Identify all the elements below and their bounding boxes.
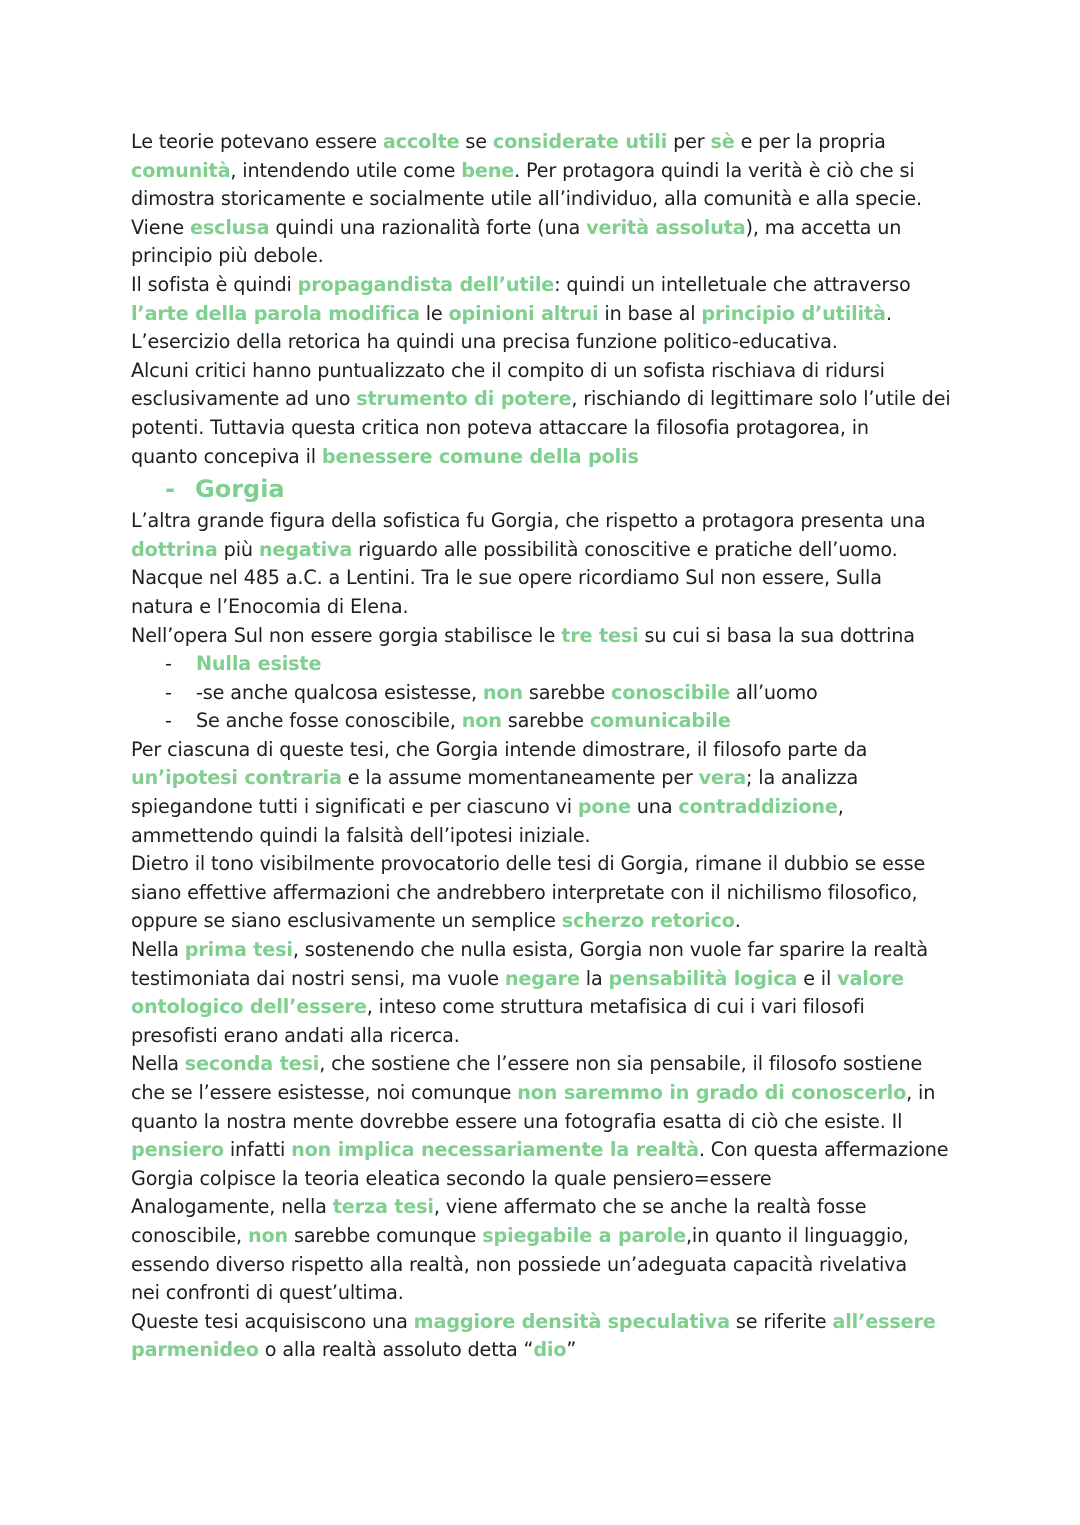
text-run: su cui si basa la sua dottrina xyxy=(638,623,915,647)
text-run: una xyxy=(630,795,679,819)
highlighted-term: tre tesi xyxy=(561,623,639,647)
highlighted-term: dottrina xyxy=(131,537,218,561)
highlighted-term: bene xyxy=(461,158,515,182)
heading-title: Gorgia xyxy=(195,475,285,504)
highlighted-term: prima tesi xyxy=(184,938,293,962)
highlighted-term: negativa xyxy=(258,537,353,561)
thesis-text xyxy=(196,652,321,675)
text-run: : quindi un intelletuale che attraverso xyxy=(554,272,911,296)
highlighted-term: non implica necessariamente la realtà xyxy=(291,1138,699,1162)
list-item xyxy=(165,650,980,679)
highlighted-term: verità assoluta xyxy=(586,215,746,239)
highlighted-term: valore ontologico dell’essere xyxy=(131,966,904,1019)
text-run: , viene affermato che se anche la realtà fosse conoscibile, xyxy=(131,1195,867,1247)
text-run: per xyxy=(667,130,711,153)
text-run: le xyxy=(419,301,449,325)
highlighted-term: seconda tesi xyxy=(184,1052,320,1076)
highlighted-term: vera xyxy=(698,766,747,790)
text-run: , rischiando di legittimare solo l’utile dei potenti. Tuttavia questa critica non poteva attaccare la filosofia protagorea, in quanto concepiva il xyxy=(131,387,951,468)
highlighted-term: contraddizione xyxy=(678,795,838,819)
text-run: . Per protagora quindi la verità è ciò che si dimostra storicamente e socialmente utile all’individuo, alla comunità e alla specie. Viene xyxy=(131,158,922,239)
text-run: Le teorie potevano essere xyxy=(131,130,383,153)
highlighted-term: conoscibile xyxy=(611,680,731,704)
text-run: o alla realtà assoluto detta “ xyxy=(258,1338,534,1362)
list-dash: - xyxy=(165,652,172,676)
text-run: , sostenendo che nulla esista, Gorgia non vuole far sparire la realtà testimoniata dai nostri sensi, ma vuole xyxy=(131,938,929,990)
thesis-text xyxy=(196,709,731,732)
text-run: sarebbe comunque xyxy=(288,1223,483,1247)
section-heading xyxy=(165,473,980,505)
text-run: , ammettendo quindi la falsità dell’ipotesi iniziale. Dietro il tono visibilmente provocatorio delle tesi di Gorgia, rimane il dubbio se esse siano effettive affermazioni che andrebbero interpretate con il nichilismo filosofico, oppure se siano esclusivamente un semplice xyxy=(131,795,926,933)
highlighted-term: l’arte della parola modifica xyxy=(131,301,420,325)
highlighted-term: spiegabile a parole xyxy=(482,1223,686,1247)
paragraph-gorgia-analysis xyxy=(131,736,980,1365)
highlighted-term: propagandista dell’utile xyxy=(297,272,555,296)
highlighted-term: benessere comune della polis xyxy=(321,444,639,468)
text-run: la xyxy=(579,966,609,990)
highlighted-term: pensiero xyxy=(131,1138,224,1162)
text-run: . Con questa affermazione Gorgia colpisce la teoria eleatica secondo la quale pensiero=essere Analogamente, nella xyxy=(131,1138,949,1219)
thesis-text xyxy=(196,681,818,704)
text-run: se xyxy=(459,130,493,153)
highlighted-term: pensabilità logica xyxy=(608,966,798,990)
highlighted-term: non xyxy=(461,709,502,733)
highlighted-term: terza tesi xyxy=(332,1195,434,1219)
list-dash: - xyxy=(165,680,172,704)
list-item xyxy=(165,707,980,736)
text-run: sarebbe xyxy=(522,680,611,704)
highlighted-term: maggiore densità speculativa xyxy=(413,1309,730,1333)
text-run: infatti xyxy=(223,1138,292,1162)
text-run: sarebbe xyxy=(501,709,590,733)
text-run: in base al xyxy=(598,301,702,325)
highlighted-term: opinioni altrui xyxy=(448,301,599,325)
highlighted-term: all’essere parmenideo xyxy=(131,1309,936,1362)
text-run: ; la analizza spiegandone tutti i significati e per ciascuno vi xyxy=(131,766,859,819)
highlighted-term: comunità xyxy=(131,158,231,182)
text-run: riguardo alle possibilità conoscitive e pratiche dell’uomo. Nacque nel 485 a.C. a Lentini. Tra le sue opere ricordiamo Sul non essere, Sulla natura e l’Enocomia di Elena. Nell’opera Sul non essere gorgia stabilisce le xyxy=(131,537,898,647)
text-run: quindi una razionalità forte (una xyxy=(269,215,587,239)
highlighted-term: Nulla esiste xyxy=(196,652,322,676)
text-run: all’uomo xyxy=(730,680,818,704)
text-run: . Nella xyxy=(131,909,741,962)
highlighted-term: pone xyxy=(577,795,631,819)
highlighted-term: strumento di potere xyxy=(356,387,572,411)
heading-dash: - xyxy=(165,475,175,504)
highlighted-term: non saremmo in grado di conoscerlo xyxy=(517,1081,907,1104)
text-run: , che sostiene che l’essere non sia pensabile, il filosofo sostiene che se l’essere esistesse, noi comunque xyxy=(131,1052,923,1104)
text-run: L’altra grande figura della sofistica fu Gorgia, che rispetto a protagora presenta una xyxy=(131,509,926,533)
highlighted-term: esclusa xyxy=(190,215,270,239)
text-run: e il xyxy=(797,966,838,990)
text-run: . L’esercizio della retorica ha quindi una precisa funzione politico-educativa. Alcuni critici hanno puntualizzato che il compito di un sofista rischiava di ridursi esclusivamente ad uno xyxy=(131,301,892,411)
text-run: se riferite xyxy=(729,1309,833,1333)
text-run: Se anche fosse conoscibile, xyxy=(196,709,462,733)
text-run: -se anche qualcosa esistesse, xyxy=(196,680,483,704)
text-run: , in quanto la nostra mente dovrebbe essere una fotografia esatta di ciò che esiste. Il xyxy=(131,1081,936,1133)
list-dash: - xyxy=(165,709,172,733)
list-item xyxy=(165,679,980,708)
highlighted-term: accolte xyxy=(382,130,460,153)
paragraph-protagora xyxy=(131,128,980,471)
text-run: , intendendo utile come xyxy=(230,158,462,182)
highlighted-term: non xyxy=(482,680,523,704)
text-run: ” xyxy=(566,1338,577,1362)
text-run: e per la propria xyxy=(740,130,886,153)
text-run: più xyxy=(217,537,259,561)
theses-list xyxy=(131,650,980,736)
highlighted-term: principio d’utilità xyxy=(701,301,886,325)
highlighted-term: scherzo retorico xyxy=(561,909,735,933)
highlighted-term: sè xyxy=(710,130,735,153)
highlighted-term: un’ipotesi contraria xyxy=(131,766,342,790)
text-run: e la assume momentaneamente per xyxy=(341,766,699,790)
text-run: ,in quanto il linguaggio, essendo diverso rispetto alla realtà, non possiede un’adeguata capacità rivelativa nei confronti di quest’ultima. Queste tesi acquisiscono una xyxy=(131,1223,909,1333)
highlighted-term: negare xyxy=(504,966,580,990)
highlighted-term: dio xyxy=(533,1338,567,1362)
text-run: ), ma accetta un principio più debole. Il sofista è quindi xyxy=(131,215,902,296)
highlighted-term: considerate utili xyxy=(492,130,668,153)
paragraph-gorgia-intro xyxy=(131,507,980,650)
text-run: Per ciascuna di queste tesi, che Gorgia intende dimostrare, il filosofo parte da xyxy=(131,737,868,761)
text-run: , inteso come struttura metafisica di cui i vari filosofi presofisti erano andati alla ricerca. Nella xyxy=(131,995,865,1076)
highlighted-term: comunicabile xyxy=(589,709,731,733)
highlighted-term: non xyxy=(247,1223,289,1247)
